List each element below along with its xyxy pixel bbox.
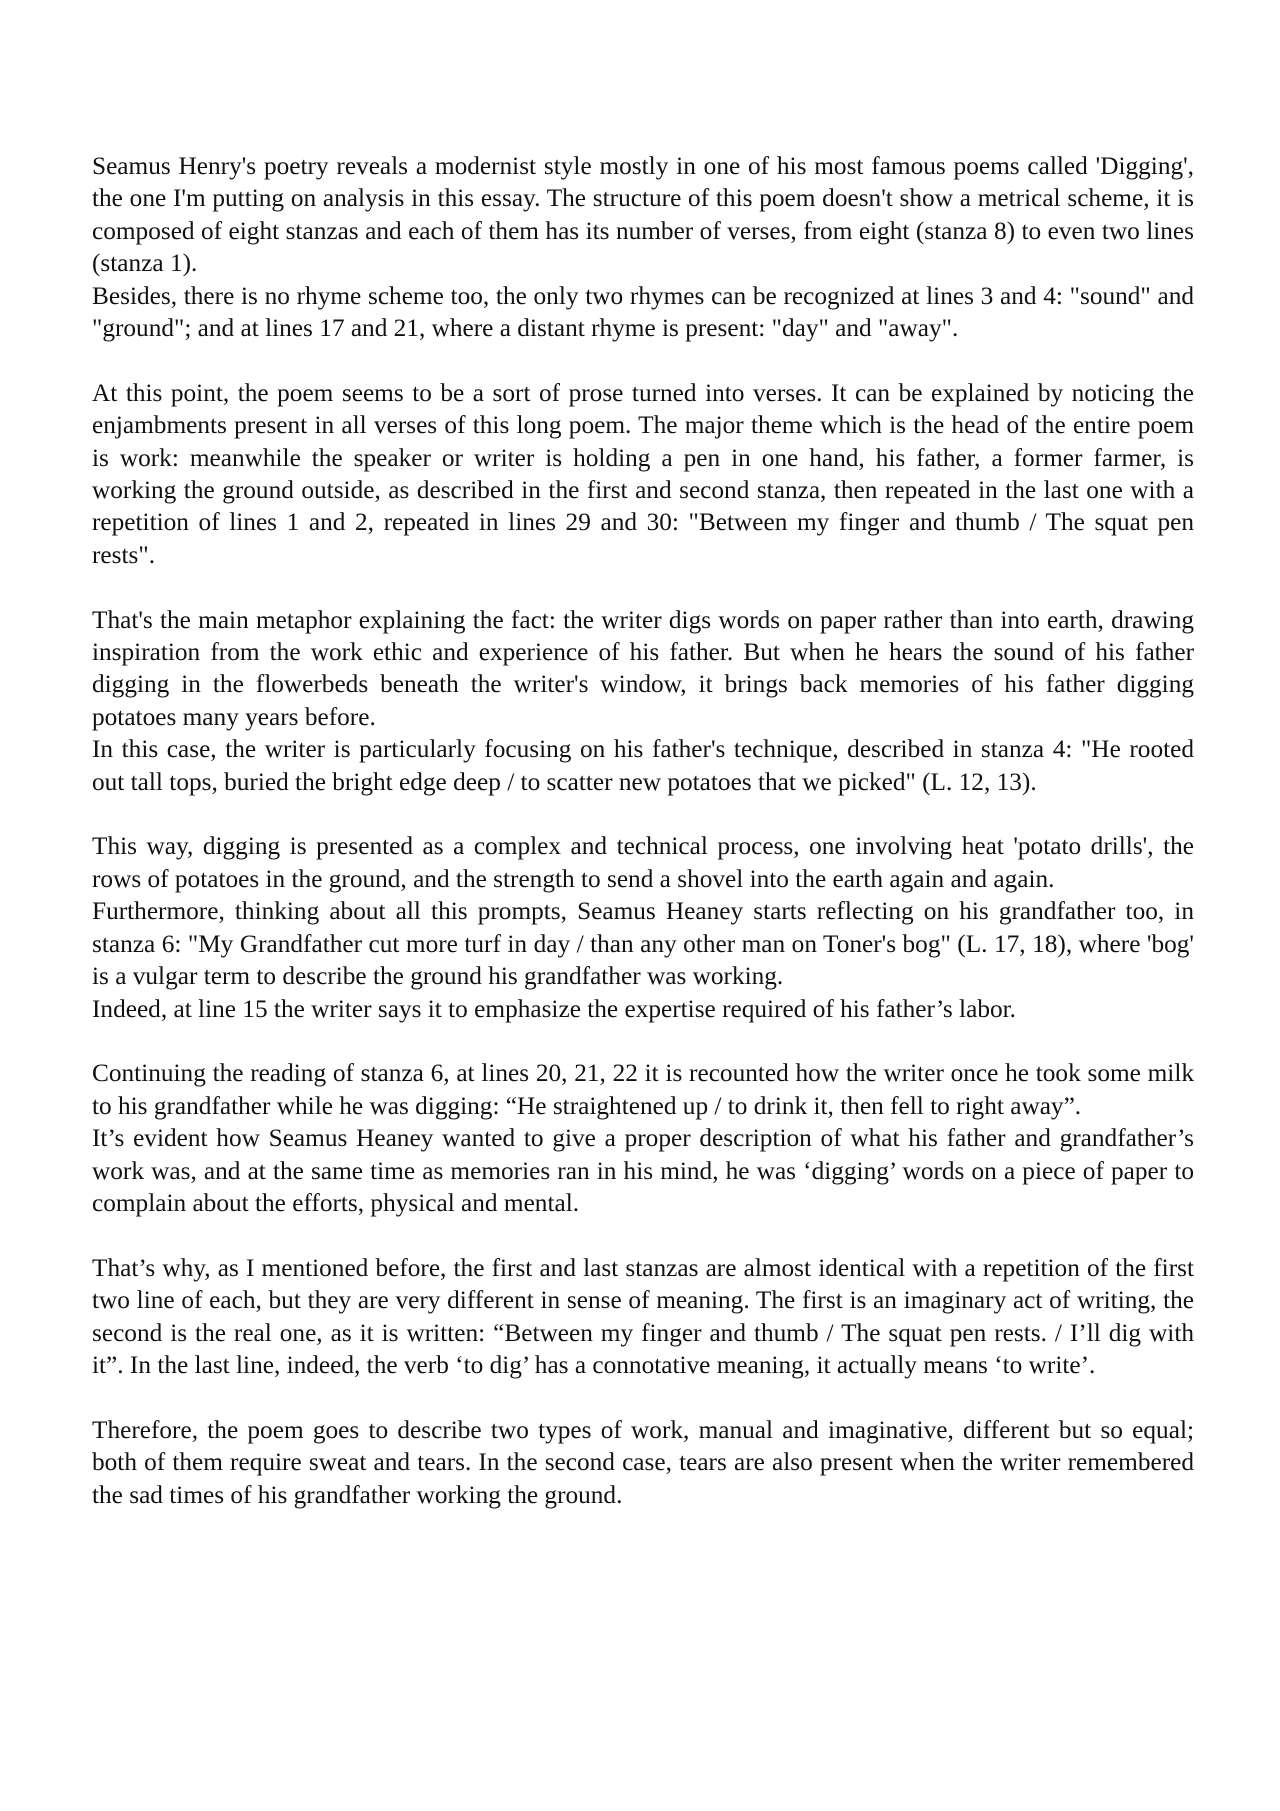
paragraph-technique: In this case, the writer is particularly focusing on his father's technique, described in stanza 4: "He rooted out tall tops, buried the bright edge deep / to scatter new potatoes that we picked" (L. 12, 13). <box>92 735 1194 796</box>
paragraph-conclusion: Therefore, the poem goes to describe two types of work, manual and imaginative, different but so equal; both of them require sweat and tears. In the second case, tears are also present when the writer remembered the sad times of his grandfather working the ground. <box>92 1415 1194 1509</box>
paragraph-description: It’s evident how Seamus Heaney wanted to give a proper description of what his father and grandfather’s work was, and at the same time as memories ran in his mind, he was ‘digging’ words on a piece of paper to complain about the efforts, physical and mental. <box>92 1124 1194 1217</box>
paragraph-metaphor: That's the main metaphor explaining the fact: the writer digs words on paper rather than into earth, drawing inspiration from the work ethic and experience of his father. But when he hears the sound of his father digging in the flowerbeds beneath the writer's window, it brings back memories of his father digging potatoes many years before. <box>92 605 1194 731</box>
paragraph-line-15: Indeed, at line 15 the writer says it to emphasize the expertise required of his father’s labor. <box>92 994 1016 1023</box>
paragraph-digging-process: This way, digging is presented as a complex and technical process, one involving heat 'potato drills', the rows of potatoes in the ground, and the strength to send a shovel into the earth again and again. <box>92 832 1194 893</box>
paragraph-stanza-6: Continuing the reading of stanza 6, at lines 20, 21, 22 it is recounted how the writer once he took some milk to his grandfather while he was digging: “He straightened up / to drink it, then fell to right away”. <box>92 1059 1194 1120</box>
paragraph-grandfather: Furthermore, thinking about all this prompts, Seamus Heaney starts reflecting on his grandfather too, in stanza 6: "My Grandfather cut more turf in day / than any other man on Toner's bog" (L. 17, 18), where 'bog' is a vulgar term to describe the ground his grandfather was working. <box>92 897 1194 991</box>
essay-body <box>92 150 1194 1511</box>
paragraph-prose: At this point, the poem seems to be a sort of prose turned into verses. It can be explained by noticing the enjambments present in all verses of this long poem. The major theme which is the head of the entire poem is work: meanwhile the speaker or writer is holding a pen in one hand, his father, a former farmer, is working the ground outside, as described in the first and second stanza, then repeated in the last one with a repetition of lines 1 and 2, repeated in lines 29 and 30: "Between my finger and thumb / The squat pen rests". <box>92 378 1194 569</box>
paragraph-rhyme: Besides, there is no rhyme scheme too, the only two rhymes can be recognized at lines 3 and 4: "sound" and "ground"; and at lines 17 and 21, where a distant rhyme is present: "day" and "away". <box>92 281 1194 343</box>
paragraph-repetition: That’s why, as I mentioned before, the first and last stanzas are almost identical with a repetition of the first two line of each, but they are very different in sense of meaning. The first is an imaginary act of writing, the second is the real one, as it is written: “Between my finger and thumb / The squat pen rests. / I’ll dig with it”. In the last line, indeed, the verb ‘to dig’ has a connotative meaning, it actually means ‘to write’. <box>92 1253 1194 1379</box>
paragraph-structure: Seamus Henry's poetry reveals a modernist style mostly in one of his most famous poems called 'Digging', the one I'm putting on analysis in this essay. The structure of this poem doesn't show a metrical scheme, it is composed of eight stanzas and each of them has its number of verses, from eight (stanza 8) to even two lines (stanza 1). <box>92 152 1194 278</box>
